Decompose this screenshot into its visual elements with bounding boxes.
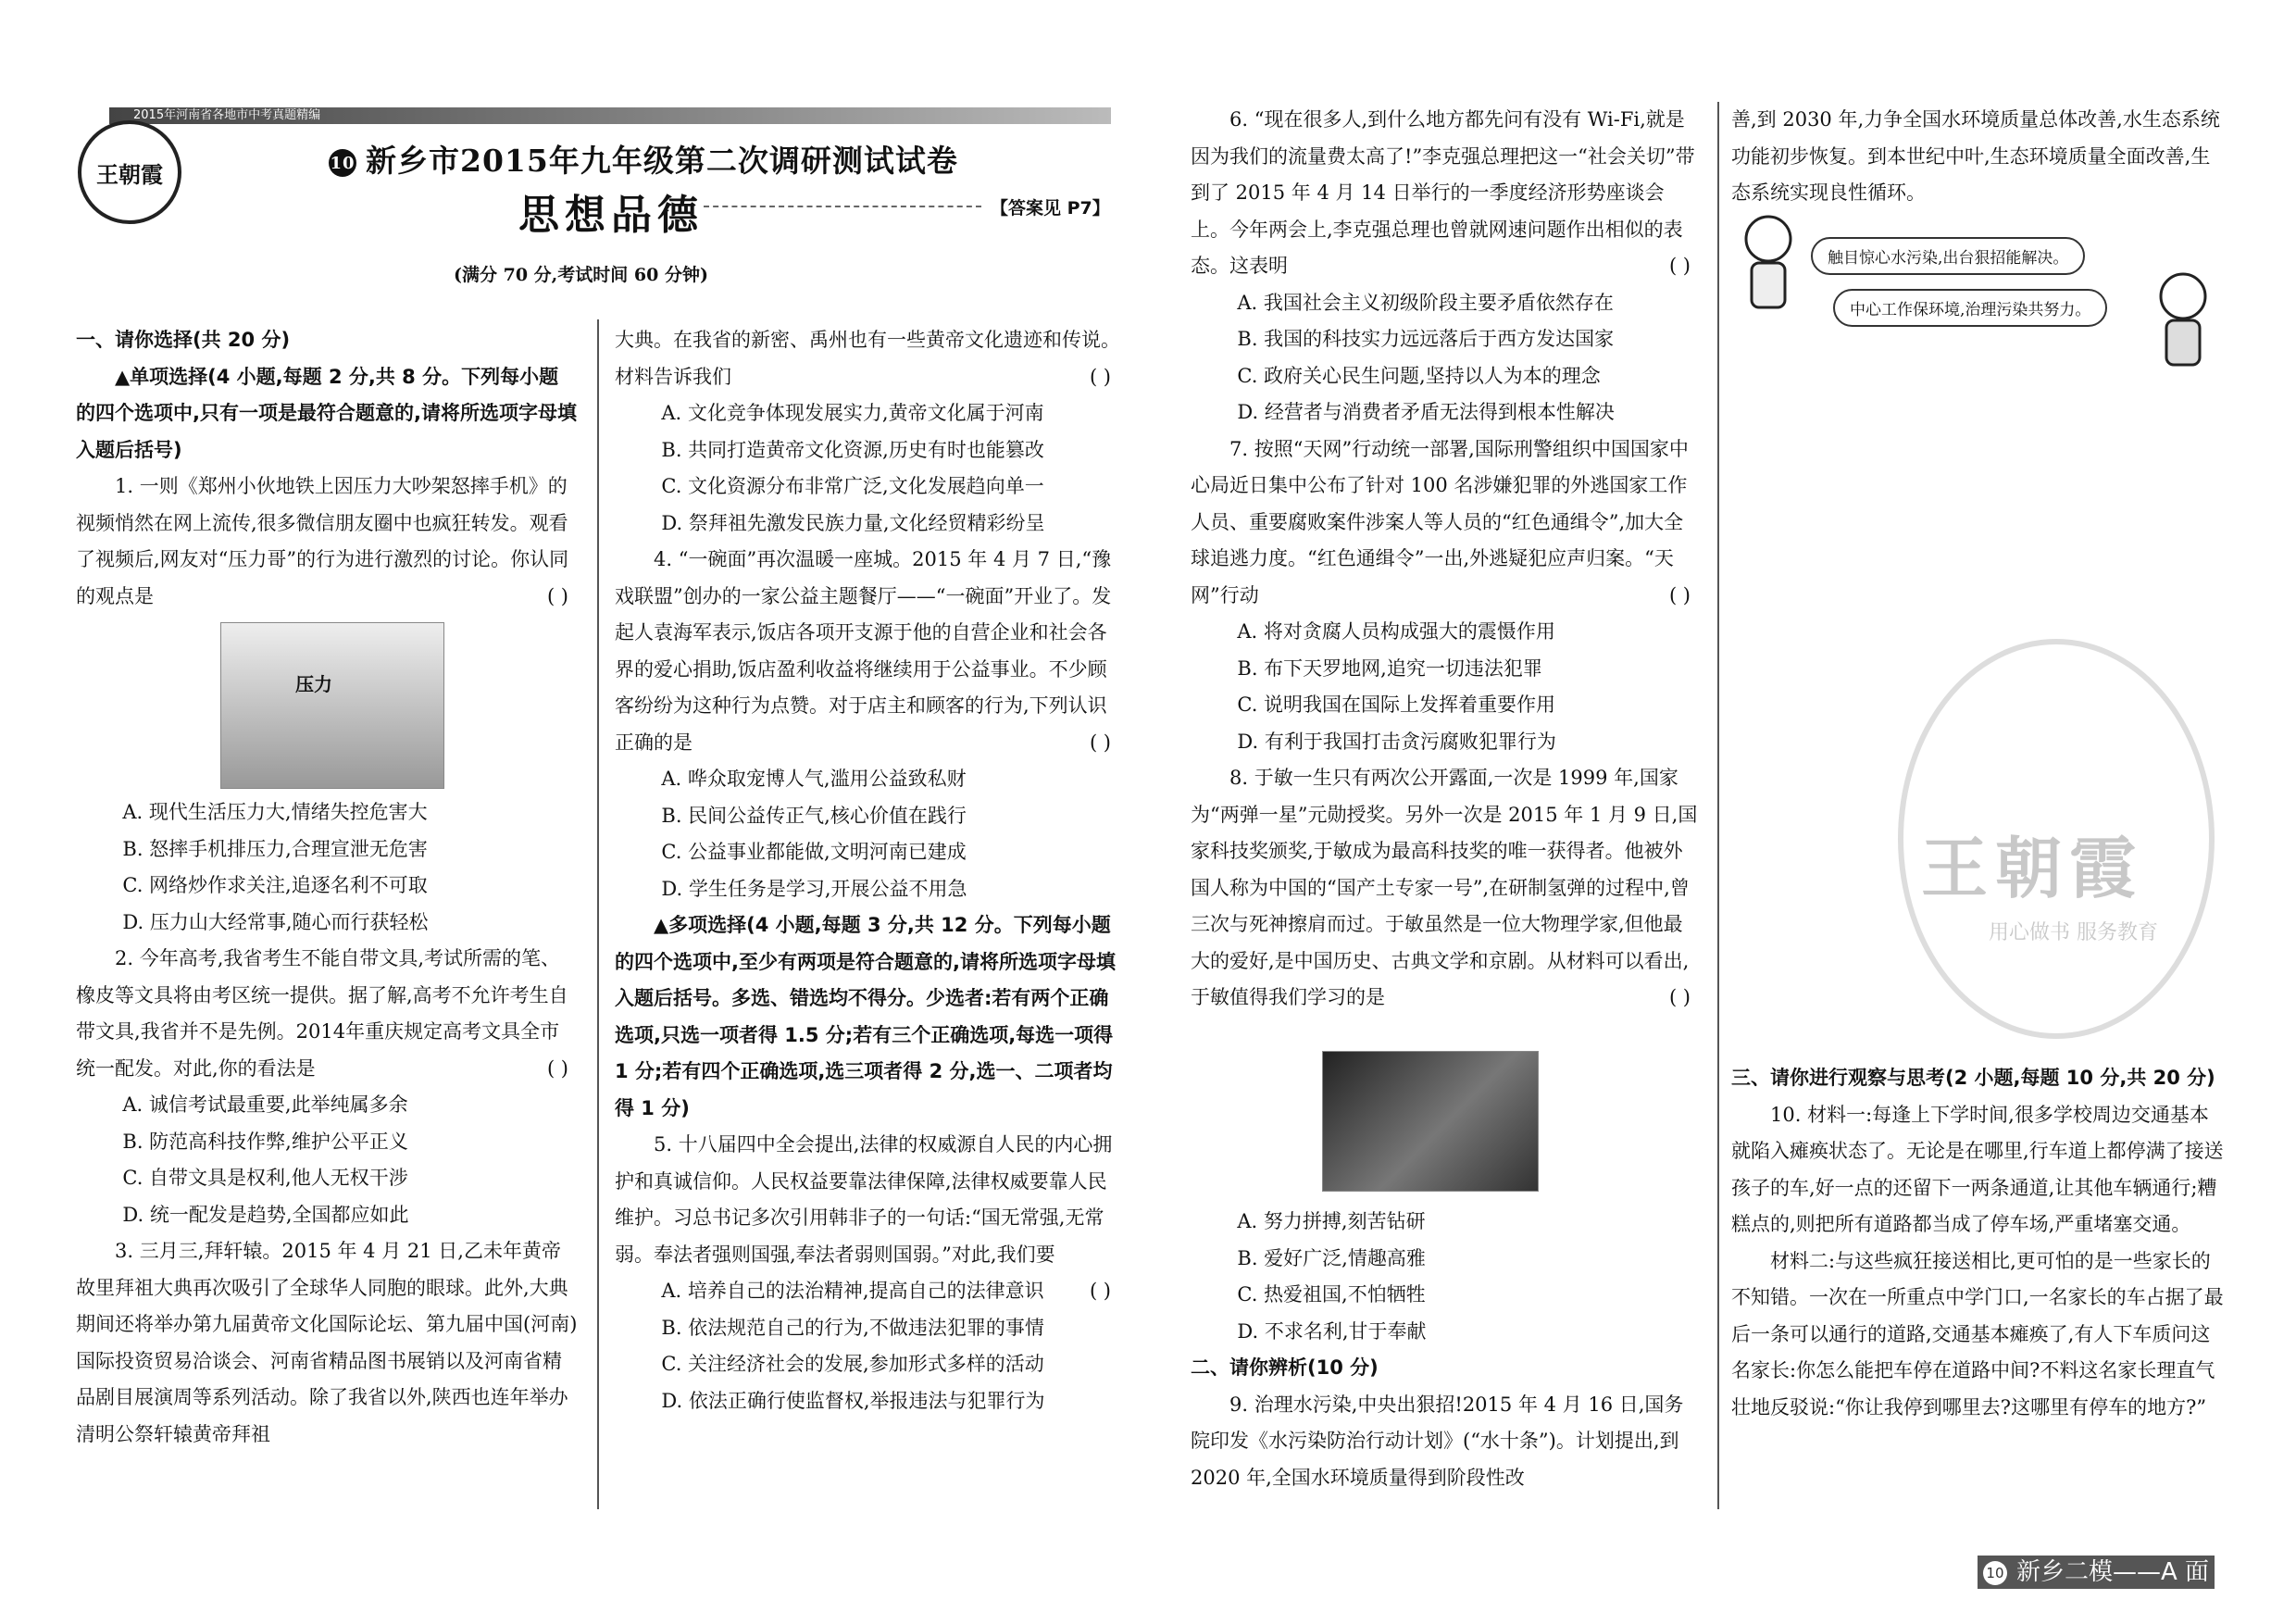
paragraph [1191,1204,1700,1241]
paragraph [615,469,1120,506]
paragraph [1191,102,1700,285]
speech-bubble-girl: 中心工作保环境,治理污染共努力。 [1833,289,2107,327]
paragraph-text: D. 压力山大经常事,随心而行获轻松 [122,910,429,933]
paragraph [1731,1243,2224,1427]
paragraph-text: B. 民间公益传正气,核心价值在践行 [661,804,967,827]
paragraph-text: 三、请你进行观察与思考(2 小题,每题 10 分,共 20 分) [1731,1067,2215,1089]
exam-title [329,137,958,181]
paragraph [76,794,578,831]
paragraph-text: C. 热爱祖国,不怕牺牲 [1237,1283,1426,1306]
paragraph-text: D. 经营者与消费者矛盾无法得到根本性解决 [1237,401,1615,423]
paragraph [1731,1097,2224,1243]
paragraph-text: 善,到 2030 年,力争全国水环境质量总体改善,水生态系统功能初步恢复。到本世纪中叶,生态环境质量全面改善,生态系统实现良性循环。 [1731,108,2220,204]
paragraph-text: D. 统一配发是趋势,全国都应如此 [122,1203,409,1226]
paragraph [615,542,1120,761]
paragraph [1191,614,1700,651]
paragraph [615,907,1120,1127]
paragraph-text: C. 文化资源分布非常广泛,文化发展趋向单一 [661,475,1044,497]
paragraph-text: 材料二:与这些疯狂接送相比,更可怕的是一些家长的不知错。一次在一所重点中学门口,一名家长的车占据了最后一条可以通行的道路,交通基本瘫痪了,有人下车质问这名家长:你怎么能把车停在道路中间?不料这名家长理直气壮地反驳说:“你让我停到哪里去?这哪里有停车的地方?” [1731,1249,2224,1418]
paragraph [76,322,578,359]
paragraph [76,1124,578,1161]
paragraph [615,1310,1120,1347]
watermark-name: 王朝霞 [1921,829,2144,907]
answer-reference: 【答案见 P7】 [991,198,1110,219]
page-footer [1978,1556,2215,1589]
column-divider [597,319,599,1509]
paragraph [615,432,1120,469]
paragraph-text: C. 说明我国在国际上发挥着重要作用 [1237,694,1556,716]
paragraph [1191,1350,1700,1387]
paragraph-text: C. 政府关心民生问题,坚持以人为本的理念 [1237,364,1601,387]
score-info: (满分 70 分,考试时间 60 分钟) [454,265,708,285]
paragraph [1191,1277,1700,1314]
paragraph-text: A. 文化竞争体现发展实力,黄帝文化属于河南 [661,402,1044,424]
logo-text: 王朝霞 [96,160,163,188]
paragraph [76,1233,578,1453]
paragraph [615,798,1120,835]
paragraph-text: 4. “一碗面”再次温暖一座城。2015 年 4 月 7 日,“豫戏联盟”创办的一家公益主题餐厅——“一碗面”开业了。发起人袁海军表示,饭店各项开支源于他的自营企业和社会各界的爱心捐助,饭店盈利收益将继续用于公益事业。不少顾客纷纷为这种行为点赞。对于店主和顾客的行为,下列认识正确的是 [615,548,1112,754]
answer-bracket: ( ) [1668,583,1691,606]
paragraph-text: 2. 今年高考,我省考生不能自带文具,考试所需的笔、橡皮等文具将由考区统一提供。据了解,高考不允许考生自带文具,我省并不是先例。2014年重庆规定高考文具全市统一配发。对此,你的看法是 [76,947,568,1080]
paragraph [76,868,578,905]
paragraph-text: 1. 一则《郑州小伙地铁上因压力大吵架怒摔手机》的视频悄然在网上流传,很多微信朋友圈中也疯狂转发。观看了视频后,网友对“压力哥”的行为进行激烈的讨论。你认同的观点是 [76,475,569,607]
speech-bubble-boy: 触目惊心水污染,出台狠招能解决。 [1811,237,2085,275]
paragraph-text: D. 有利于我国打击贪污腐败犯罪行为 [1237,730,1556,753]
brand-logo [78,120,181,224]
paragraph [76,1087,578,1124]
column-4 [1731,102,2224,212]
paragraph-text: B. 共同打造黄帝文化资源,历史有时也能篡改 [661,438,1044,461]
answer-bracket: ( ) [1668,986,1691,1008]
paragraph-text: 大典。在我省的新密、禹州也有一些黄帝文化遗迹和传说。材料告诉我们 [615,329,1120,388]
paragraph-text: C. 关注经济社会的发展,参加形式多样的活动 [661,1353,1044,1375]
answer-bracket: ( ) [1089,1280,1111,1302]
paragraph-text: D. 祭拜祖先激发民族力量,文化经贸精彩纷呈 [661,511,1045,534]
header-band: 2015年河南省各地市中考真题精编 [109,107,1111,124]
paragraph [1191,321,1700,358]
paragraph-text: C. 公益事业都能做,文明河南已建成 [661,841,967,863]
paragraph [1191,760,1700,1017]
paragraph-text: 8. 于敏一生只有两次公开露面,一次是 1999 年,国家为“两弹一星”元勋授奖。另外一次是 2015 年 1 月 9 日,国家科技奖颁奖,于敏成为最高科技奖的唯一获得者。他被外国人称为中国的“国产土专家一号”,在研制氢弹的过程中,曾三次与死神擦肩而过。于敏虽然是一位大物理学家,但他最大的爱好,是中国历史、古典文学和京剧。从材料可以看出,于敏值得我们学习的是 [1191,767,1698,1008]
paragraph [1191,724,1700,761]
paragraph-text: 一、请你选择(共 20 分) [76,329,291,351]
paragraph-text: D. 不求名利,甘于奉献 [1237,1319,1427,1343]
paragraph [1191,1241,1700,1278]
paragraph [615,1346,1120,1383]
paragraph-text: B. 防范高科技作弊,维护公平正义 [122,1130,408,1153]
paragraph-text: C. 网络炒作求关注,追逐名利不可取 [122,874,428,896]
paragraph-text: A. 哗众取宠博人气,滥用公益致私财 [661,768,967,790]
paragraph [615,322,1120,395]
paragraph [1191,431,1700,615]
paragraph-text: 10. 材料一:每逢上下学时间,很多学校周边交通基本就陷入瘫痪状态了。无论是在哪里,行车道上都停满了接送孩子的车,好一点的还留下一两条通道,让其他车辆通行;糟糕点的,则把所有道路都当成了停车场,严重堵塞交通。 [1731,1103,2224,1235]
portrait-photo [1322,1051,1539,1192]
answer-bracket: ( ) [546,1056,568,1080]
paragraph [76,941,578,1087]
paragraph-text: 9. 治理水污染,中央出狠招!2015 年 4 月 16 日,国务院印发《水污染防治行动计划》(“水十条”)。计划提出,到 2020 年,全国水环境质量得到阶段性改 [1191,1393,1684,1489]
paragraph-text: 5. 十八届四中全会提出,法律的权威源自人民的内心拥护和真诚信仰。人民权益要靠法律保障,法律权威要靠人民维护。习总书记多次引用韩非子的一句话:“国无常强,无常弱。奉法者强则国强,奉法者弱则国弱。”对此,我们要 [615,1133,1113,1266]
paragraph-text: B. 爱好广泛,情趣高雅 [1237,1246,1426,1269]
column-2 [615,322,1120,1419]
paragraph [1191,651,1700,688]
column-3-continued [1191,1204,1700,1496]
paragraph-text: B. 布下天罗地网,追究一切违法犯罪 [1237,656,1542,680]
paragraph [615,871,1120,908]
paragraph [76,1160,578,1197]
paragraph [615,1383,1120,1420]
footer-text: 新乡二模——A 面 [2015,1558,2210,1586]
paragraph [615,395,1120,432]
subject-title: 思想品德 [518,192,704,239]
answer-bracket: ( ) [1668,255,1691,277]
watermark-slogan: 用心做书 服务教育 [1989,921,2158,944]
paragraph [76,359,578,469]
paragraph-text: B. 依法规范自己的行为,不做违法犯罪的事情 [661,1316,1044,1339]
column-4-continued [1731,1060,2224,1426]
paragraph-text: ▲单项选择(4 小题,每题 2 分,共 8 分。下列每小题的四个选项中,只有一项是最符合题意的,请将所选项字母填入题后括号) [76,365,577,461]
paragraph [1191,1387,1700,1497]
paragraph-text: B. 我国的科技实力远远落后于西方发达国家 [1237,328,1615,350]
paragraph-text: A. 培养自己的法治精神,提高自己的法律意识 [661,1280,1044,1302]
paragraph-text: D. 学生任务是学习,开展公益不用急 [661,877,967,900]
paragraph-text: ▲多项选择(4 小题,每题 3 分,共 12 分。下列每小题的四个选项中,至少有两项是符合题意的,请将所选项字母填入题后括号。多选、错选均不得分。少选者:若有两个正确选项,只选一项者得 1.5 分;若有三个正确选项,每选一项得 1 分;若有四个正确选项,选三项者得 2 分,选一、二项者均得 1 分) [615,914,1116,1119]
paragraph-text: A. 努力拼搏,刻苦钻研 [1237,1210,1426,1232]
paragraph [615,506,1120,543]
paragraph-text: A. 我国社会主义初级阶段主要矛盾依然存在 [1237,291,1614,314]
paragraph-text: A. 诚信考试最重要,此举纯属多余 [122,1093,408,1116]
paragraph [1191,358,1700,395]
paragraph [615,834,1120,871]
paragraph [76,1197,578,1234]
answer-bracket: ( ) [1089,365,1111,388]
paragraph [615,1273,1120,1310]
paragraph-text: D. 依法正确行使监督权,举报违法与犯罪行为 [661,1389,1045,1412]
paragraph [1731,102,2224,212]
paragraph-text: B. 怒摔手机排压力,合理宣泄无危害 [122,837,428,860]
paragraph-text: A. 将对贪腐人员构成强大的震慑作用 [1237,620,1555,643]
column-divider [1717,102,1719,1509]
answer-bracket: ( ) [1089,731,1111,754]
paragraph [1191,394,1700,431]
answer-bracket: ( ) [546,584,568,607]
pressure-label: 压力 [295,673,332,695]
exam-title-text: 新乡市2015年九年级第二次调研测试试卷 [366,143,958,179]
exam-number-badge: 10 [329,149,356,177]
paragraph-text: C. 自带文具是权利,他人无权干涉 [122,1167,408,1189]
paragraph-text: A. 现代生活压力大,情绪失控危害大 [122,801,428,823]
paragraph-text: 二、请你辨析(10 分) [1191,1356,1379,1379]
column-1 [76,322,578,615]
paragraph [76,469,578,615]
column-3 [1191,102,1700,1017]
boy-cartoon [1731,211,1805,313]
cartoon-pressure-image [220,622,444,789]
paragraph [1191,1314,1700,1351]
paragraph [1731,1060,2224,1097]
paragraph-text: 6. “现在很多人,到什么地方都先问有没有 Wi-Fi,就是因为我们的流量费太高了!”李克强总理把这一“社会关切”带到了 2015 年 4 月 14 日举行的一季度经济形势座谈会上。今年两会上,李克强总理也曾就网速问题作出相似的表态。这表明 [1191,108,1695,277]
paragraph [76,831,578,868]
paragraph [1191,285,1700,322]
paragraph [76,905,578,942]
paragraph [615,761,1120,798]
footer-number-badge: 10 [1983,1561,2007,1585]
title-divider [704,206,981,207]
paragraph [1191,687,1700,724]
paragraph-text: 3. 三月三,拜轩辕。2015 年 4 月 21 日,乙未年黄帝故里拜祖大典再次吸引了全球华人同胞的眼球。此外,大典期间还将举办第九届黄帝文化国际论坛、第九届中国(河南)国际投资贸易洽谈会、河南省精品图书展销以及河南省精品剧目展演周等系列活动。除了我省以外,陕西也连年举办清明公祭轩辕黄帝拜祖 [76,1240,578,1445]
column-1-continued [76,794,578,1453]
paragraph-text: 7. 按照“天网”行动统一部署,国际刑警组织中国国家中心局近日集中公布了针对 100 名涉嫌犯罪的外逃国家工作人员、重要腐败案件涉案人等人员的“红色通缉令”,加大全球追逃力度。“红色通缉令”一出,外逃疑犯应声归案。“天网”行动 [1191,437,1689,606]
girl-cartoon [2146,269,2220,370]
